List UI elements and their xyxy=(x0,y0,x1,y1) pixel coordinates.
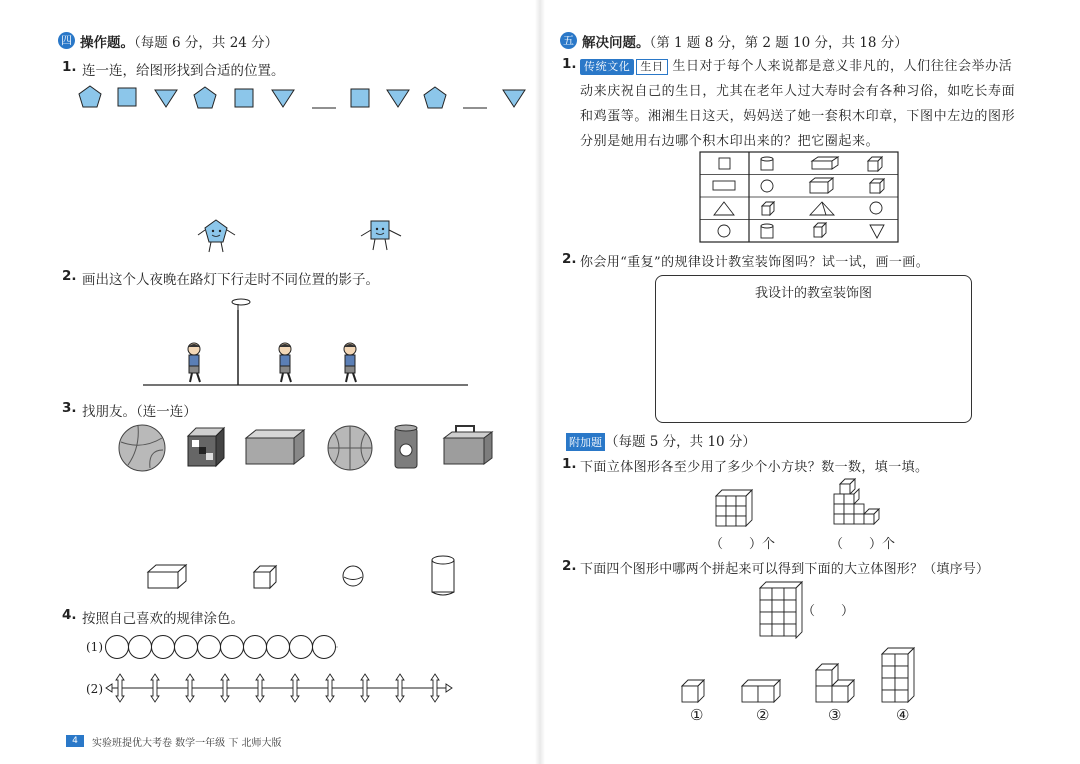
q4-row1-label: (1) xyxy=(86,640,103,654)
colorable-circle xyxy=(244,636,267,659)
cylinder-shape xyxy=(432,556,454,595)
bq2-text: 下面四个图形中哪两个拼起来可以得到下面的大立体图形？（填序号） xyxy=(580,562,990,577)
pentagon-shape xyxy=(194,87,216,108)
circle-coloring-row xyxy=(0,632,540,662)
pentagon-shape xyxy=(424,87,446,108)
r-q1-line1: 生日对于每个人来说都是意义非凡的，人们往往会举办活 xyxy=(672,59,1013,74)
q2-text: 画出这个人夜晚在路灯下行走时不同位置的影子。 xyxy=(82,272,379,288)
square-shape xyxy=(118,88,136,106)
bonus-score-note: （每题 5 分，共 10 分） xyxy=(605,434,756,450)
book-title: 实验班提优大考卷 数学一年级 下 北师大版 xyxy=(92,738,282,749)
section-4-badge: 四 xyxy=(58,32,75,49)
bq1-answer-blank-1[interactable]: （ ）个 xyxy=(710,537,776,552)
triangle-shape xyxy=(387,90,409,107)
bq1-text: 下面立体图形各至少用了多少个小方块？数一数，填一填。 xyxy=(580,460,929,475)
square-shape xyxy=(235,89,253,107)
design-drawing-area[interactable] xyxy=(655,275,972,423)
bq2-number: 2. xyxy=(562,558,577,574)
square-shape xyxy=(351,89,369,107)
r-q1-line2: 动来庆祝自己的生日，尤其在老年人过大寿时会有各种习俗，如吃长寿面 xyxy=(580,84,1016,99)
q3-text: 找朋友。（连一连） xyxy=(82,404,197,420)
can-image xyxy=(395,425,417,468)
shape-pattern-row xyxy=(0,0,540,120)
r-q1-line4: 分别是她用右边哪个积木印出来的？把它圈起来。 xyxy=(580,134,880,149)
q3-number: 3. xyxy=(62,400,77,416)
lamp-head xyxy=(232,299,250,305)
piece-label-1: ① xyxy=(690,706,704,724)
walking-boy xyxy=(344,343,356,382)
triangle-shape xyxy=(155,90,177,107)
cuboid-shape xyxy=(148,565,186,588)
q4-row2-label: (2) xyxy=(86,682,103,696)
bq1-answer-blank-2[interactable]: （ ）个 xyxy=(830,537,896,552)
piece-label-2: ② xyxy=(756,706,770,724)
section-4-score-note: （每题 6 分，共 24 分） xyxy=(134,35,279,51)
bq2-answer-blank[interactable]: （ ） xyxy=(802,604,855,619)
piece-label-3: ③ xyxy=(828,706,842,724)
r-q1-line1-wrap xyxy=(580,55,1012,75)
section-5-header xyxy=(582,31,908,51)
walking-boy xyxy=(279,343,291,382)
walking-boy xyxy=(188,343,200,382)
cube-shape xyxy=(254,566,276,588)
section-5-score-note: （第 1 题 8 分，第 2 题 10 分，共 18 分） xyxy=(649,35,908,51)
bonus-tag: 附加题 xyxy=(566,433,605,451)
r-q1-line3: 和鸡蛋等。湘湘生日这天，妈妈送了她一套积木印章，下图中左边的图形 xyxy=(580,109,1016,124)
colorable-circle xyxy=(290,636,313,659)
box-image xyxy=(246,430,304,464)
piece-label-4: ④ xyxy=(896,706,910,724)
r-q1-number: 1. xyxy=(562,56,577,72)
sphere-shape xyxy=(343,566,363,586)
colorable-circle xyxy=(175,636,198,659)
bq1-number: 1. xyxy=(562,456,577,472)
triangle-shape xyxy=(503,90,525,107)
colorable-circle xyxy=(313,636,336,659)
toolbox-image xyxy=(444,426,492,464)
triangle-shape xyxy=(272,90,294,107)
q4-number: 4. xyxy=(62,607,77,623)
cross-coloring-row xyxy=(0,670,540,706)
section-5-title: 解决问题。 xyxy=(582,35,650,51)
object-images-row xyxy=(0,420,540,480)
r-q2-number: 2. xyxy=(562,251,577,267)
section-5-badge: 五 xyxy=(560,32,577,49)
birthday-tag: 生日 xyxy=(636,59,667,75)
pentagon-shape xyxy=(79,86,101,107)
pentagon-character xyxy=(195,218,245,258)
q4-text: 按照自己喜欢的规律涂色。 xyxy=(82,611,244,627)
r-q2-text: 你会用“重复”的规律设计教室装饰图吗？试一试，画一画。 xyxy=(580,255,930,270)
q1-text: 连一连，给图形找到合适的位置。 xyxy=(82,63,285,79)
colorable-circle xyxy=(221,636,244,659)
q1-number: 1. xyxy=(62,59,77,75)
design-frame-title: 我设计的教室装饰图 xyxy=(754,286,872,301)
colorable-circle xyxy=(267,636,290,659)
volleyball-image xyxy=(119,425,165,471)
colorable-circle xyxy=(129,636,152,659)
q2-number: 2. xyxy=(62,268,77,284)
streetlight-scene xyxy=(0,290,540,400)
page-number: 4 xyxy=(66,735,84,747)
square-character xyxy=(357,218,407,258)
rubik-cube-image xyxy=(188,428,224,466)
colorable-circle xyxy=(198,636,221,659)
colorable-circle xyxy=(152,636,175,659)
culture-tag: 传统文化 xyxy=(580,59,634,75)
colorable-circle xyxy=(106,636,129,659)
geometric-solids-row xyxy=(0,550,540,600)
section-4-title: 操作题。 xyxy=(80,35,134,51)
stamp-matching-table xyxy=(700,152,900,244)
basketball-image xyxy=(328,426,372,470)
